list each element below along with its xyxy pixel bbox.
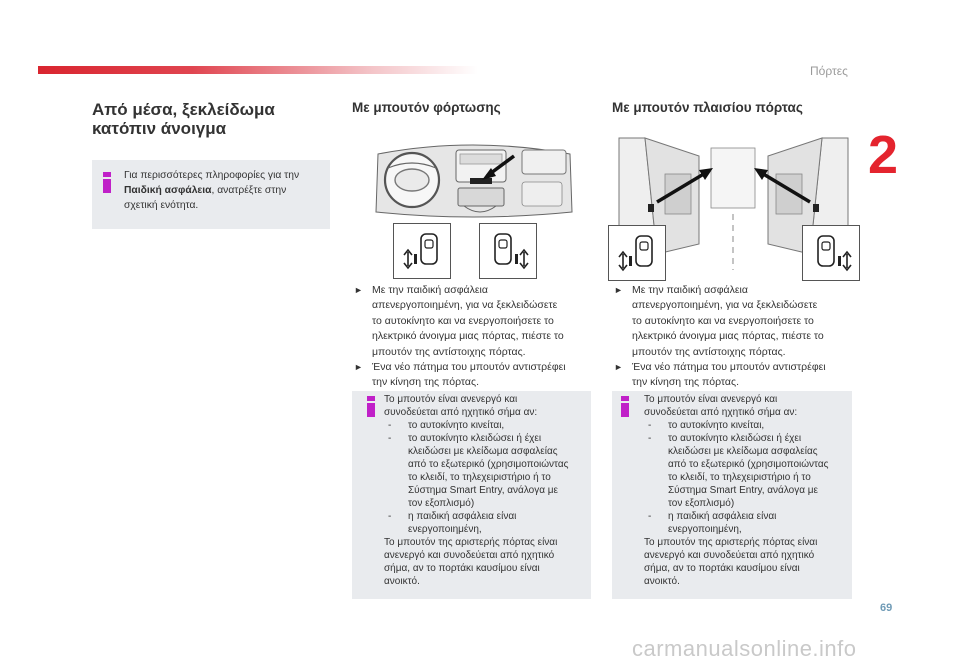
pillar-note-item-2: - το αυτοκίνητο κλειδώσει ή έχει κλειδώσει με κλείδωμα ασφαλείας από το εξωτερικό (χρησιμοποιώντας το κλειδί, το τηλεχειριστήριο ή το Σύστημα Smart Entry, ανάλογα με τον εξοπλισμό) xyxy=(648,433,829,509)
dash-bullet-1: ► Με την παιδική ασφάλεια απενεργοποιημένη, για να ξεκλειδώσετε το αυτοκίνητο και να ενεργοποιήσετε το ηλεκτρικό άνοιγμα μιας πόρτας, πιέστε το μπουτόν της αντίστοιχης πόρτας. xyxy=(354,284,564,358)
intro-note-line-2: , ανατρέξτε στην xyxy=(211,185,287,196)
info-icon xyxy=(367,396,375,417)
page-number: 69 xyxy=(880,602,893,614)
watermark: carmanualsonline.info xyxy=(632,636,857,661)
bullet-arrow-icon: ► xyxy=(354,285,363,295)
door-button-right-icon xyxy=(479,223,537,279)
section-title: Πόρτες xyxy=(810,64,848,78)
dash-bullet-2: ► Ένα νέο πάτημα του μπουτόν αντιστρέφει την κίνηση της πόρτας. xyxy=(354,361,566,389)
intro-note-line-1: Για περισσότερες πληροφορίες για την xyxy=(124,170,300,181)
pillar-column-heading: Με μπουτόν πλαισίου πόρτας xyxy=(612,100,803,115)
dash-note-text: Το μπουτόν είναι ανενεργό και συνοδεύεται από ηχητικό σήμα αν: - το αυτοκίνητο κινείται, - το αυτοκίνητο κλειδώσει ή έχει κλειδώσει με κλείδωμα ασφαλείας από το εξωτερικό (χρησιμοποιώντας το κλειδί, το τηλεχειριστήριο ή το Σύστημα Smart Entry, ανάλογα με τον εξοπλισμό) - η παιδική ασφάλεια είναι ενεργοποιημένη, Το μπουτόν της αριστερής πόρτας είναι ανενεργό και συνοδεύεται από ηχητικό σήμα, αν το πορτάκι καυσίμου είναι ανοικτό. xyxy=(384,393,589,588)
info-icon xyxy=(621,396,629,417)
bullet-arrow-icon: ► xyxy=(614,285,623,295)
dash-instructions xyxy=(354,283,594,391)
dashboard-illustration xyxy=(372,132,577,224)
pillar-note-box xyxy=(612,391,852,599)
dash-note-item-3: - η παιδική ασφάλεια είναι ενεργοποιημένη, xyxy=(388,511,517,535)
dash-note-box xyxy=(352,391,591,599)
pillar-button-left-icon xyxy=(608,225,666,281)
dash-column-heading: Με μπουτόν φόρτωσης xyxy=(352,100,501,115)
pillar-note-item-1: - το αυτοκίνητο κινείται, xyxy=(648,420,765,431)
intro-note-line-3: σχετική ενότητα. xyxy=(124,200,199,211)
bullet-arrow-icon: ► xyxy=(614,362,623,373)
pillar-bullet-2: ► Ένα νέο πάτημα του μπουτόν αντιστρέφει την κίνηση της πόρτας. xyxy=(614,361,826,389)
dash-note-item-2: - το αυτοκίνητο κλειδώσει ή έχει κλειδώσει με κλείδωμα ασφαλείας από το εξωτερικό (χρησιμοποιώντας το κλειδί, το τηλεχειριστήριο ή το Σύστημα Smart Entry, ανάλογα με τον εξοπλισμό) xyxy=(388,433,569,509)
pillar-instructions xyxy=(614,283,858,391)
top-accent-bar xyxy=(38,66,478,74)
dash-note-item-1: - το αυτοκίνητο κινείται, xyxy=(388,420,505,431)
intro-note-text xyxy=(124,168,324,213)
pillar-button-right-icon xyxy=(802,225,860,281)
main-heading: Από μέσα, ξεκλείδωμα κατόπιν άνοιγμα xyxy=(92,100,275,138)
chapter-number: 2 xyxy=(868,125,899,185)
bullet-arrow-icon: ► xyxy=(354,362,363,373)
intro-note-box xyxy=(92,160,330,229)
info-icon xyxy=(103,172,111,193)
pillar-note-text: Το μπουτόν είναι ανενεργό και συνοδεύεται από ηχητικό σήμα αν: - το αυτοκίνητο κινείται, - το αυτοκίνητο κλειδώσει ή έχει κλειδώσει με κλείδωμα ασφαλείας από το εξωτερικό (χρησιμοποιώντας το κλειδί, το τηλεχειριστήριο ή το Σύστημα Smart Entry, ανάλογα με τον εξοπλισμό) - η παιδική ασφάλεια είναι ενεργοποιημένη, Το μπουτόν της αριστερής πόρτας είναι ανενεργό και συνοδεύεται από ηχητικό σήμα, αν το πορτάκι καυσίμου είναι ανοικτό. xyxy=(644,393,849,588)
door-button-left-icon xyxy=(393,223,451,279)
intro-note-bold: Παιδική ασφάλεια xyxy=(124,185,212,196)
pillar-bullet-1: ► Με την παιδική ασφάλεια απενεργοποιημένη, για να ξεκλειδώσετε το αυτοκίνητο και να ενεργοποιήσετε το ηλεκτρικό άνοιγμα μιας πόρτας, πιέστε το μπουτόν της αντίστοιχης πόρτας. xyxy=(614,284,824,358)
pillar-note-item-3: - η παιδική ασφάλεια είναι ενεργοποιημένη, xyxy=(648,511,777,535)
